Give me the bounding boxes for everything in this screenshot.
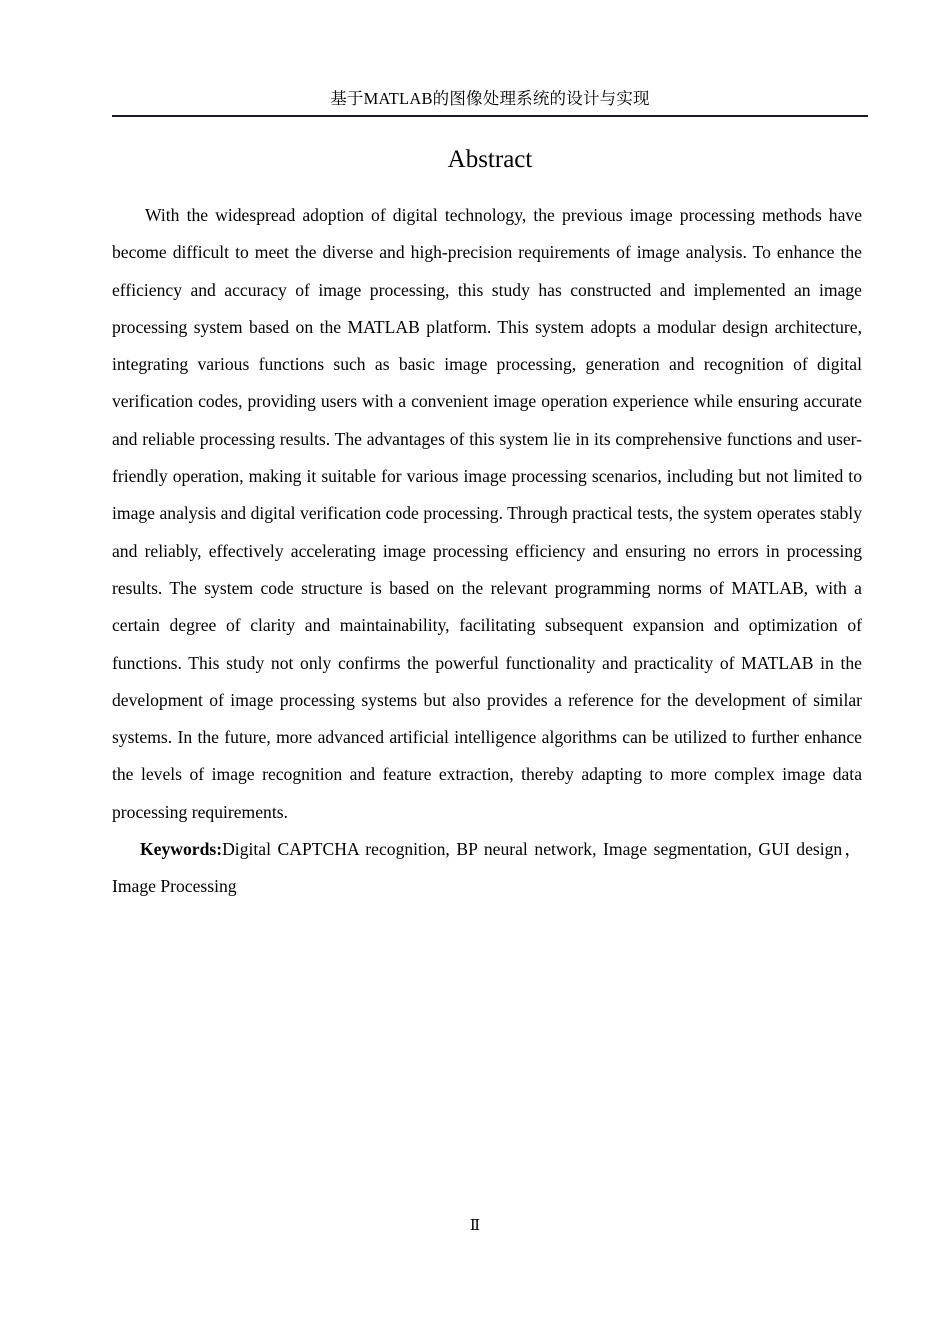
abstract-body-block — [112, 197, 862, 906]
footer-page-number: Ⅱ — [469, 1218, 481, 1234]
keywords-paragraph — [112, 831, 862, 906]
running-header-text: 基于MATLAB的图像处理系统的设计与实现 — [330, 89, 650, 108]
keywords-label: Keywords: — [140, 839, 223, 860]
header-divider-rule — [112, 115, 868, 117]
abstract-paragraph: With the widespread adoption of digital technology, the previous image processing methods have become difficult to meet the diverse and high-precision requirements of image analysis. To enhance the efficiency and accuracy of image processing, this study has constructed and implemented an image processing system based on the MATLAB platform. This system adopts a modular design architecture, integrating various functions such as basic image processing, generation and recognition of digital verification codes, providing users with a convenient image operation experience while ensuring accurate and reliable processing results. The advantages of this system lie in its comprehensive functions and user-friendly operation, making it suitable for various image processing scenarios, including but not limited to image analysis and digital verification code processing. Through practical tests, the system operates stably and reliably, effectively accelerating image processing efficiency and ensuring no errors in processing results. The system code structure is based on the relevant programming norms of MATLAB, with a certain degree of clarity and maintainability, facilitating subsequent expansion and optimization of functions. This study not only confirms the powerful functionality and practicality of MATLAB in the development of image processing systems but also provides a reference for the development of similar systems. In the future, more advanced artificial intelligence algorithms can be utilized to further enhance the levels of image recognition and feature extraction, thereby adapting to more complex image data processing requirements. — [112, 205, 862, 822]
page-title: Abstract — [447, 146, 533, 173]
running-header — [112, 88, 868, 110]
keywords-list: Digital CAPTCHA recognition, BP neural network, Image segmentation, GUI design，Image Processing — [112, 839, 862, 897]
